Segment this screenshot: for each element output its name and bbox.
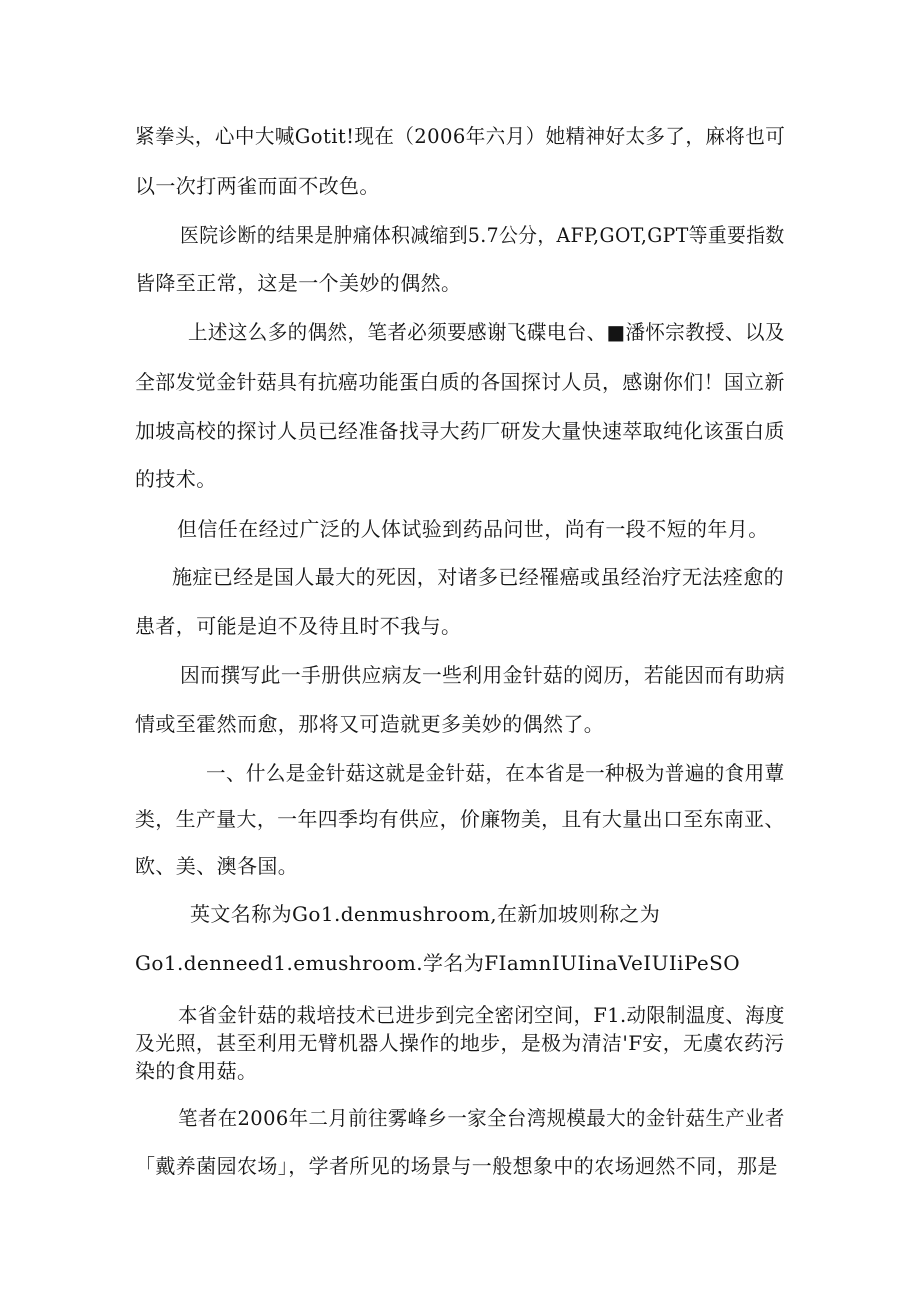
text-line: Go1.denneed1.emushroom.学名为FIamnIUIinaVeIUIiPeSO	[135, 951, 741, 975]
text-line: 因而撰写此一手册供应病友一些利用金针菇的阅历，若能因而有助病	[180, 663, 786, 687]
text-line: 患者，可能是迫不及待且时不我与。	[135, 614, 462, 638]
text-line: 及光照，甚至利用无臂机器人操作的地步，是极为清洁'F安，无虞农药污	[135, 1031, 785, 1055]
text-line: 皆降至正常，这是一个美妙的偶然。	[135, 271, 462, 295]
text-line: 但信任在经过广泛的人体试验到药品问世，尚有一段不短的年月。	[177, 517, 769, 541]
text-line: 一、什么是金针菇这就是金针菇，在本省是一种极为普遍的食用蕈	[206, 761, 785, 785]
text-line: 以一次打两雀而面不改色。	[135, 174, 380, 198]
text-line: 染的食用菇。	[135, 1059, 258, 1083]
text-line: 情或至霍然而愈，那将又可造就更多美妙的偶然了。	[135, 712, 605, 736]
text-line: 紧拳头，心中大喊Gotit!现在（2006年六月）她精神好太多了，麻将也可	[135, 124, 786, 148]
text-line: 上述这么多的偶然，笔者必须要感谢飞碟电台、■潘怀宗教授、以及	[188, 320, 785, 344]
text-line: 欧、美、澳各国。	[135, 854, 299, 878]
text-line: 英文名称为Go1.denmushroom,在新加坡则称之为	[190, 902, 661, 926]
text-line: 施症已经是国人最大的死因，对诸多已经罹癌或虽经治疗无法痊愈的	[172, 565, 784, 589]
text-line: 加坡高校的探讨人员已经准备找寻大药厂研发大量快速萃取纯化该蛋白质	[135, 419, 785, 443]
text-line: 本省金针菇的栽培技术已进步到完全密闭空间，F1.动限制温度、海度	[178, 1003, 785, 1027]
text-line: 「戴养菌园农场」，学者所见的场景与一般想象中的农场迥然不同，那是	[135, 1154, 778, 1178]
text-line: 类，生产量大，一年四季均有供应，价廉物美，且有大量出口至东南亚、	[135, 807, 785, 831]
text-line: 笔者在2006年二月前往雾峰乡一家全台湾规模最大的金针菇生产业者	[178, 1106, 785, 1130]
text-line: 全部发觉金针菇具有抗癌功能蛋白质的各国探讨人员，感谢你们！国立新	[135, 370, 785, 394]
text-line: 的技术。	[135, 467, 217, 491]
text-line: 医院诊断的结果是肿痛体积减缩到5.7公分，AFP,GOT,GPT等重要指数	[180, 223, 785, 247]
